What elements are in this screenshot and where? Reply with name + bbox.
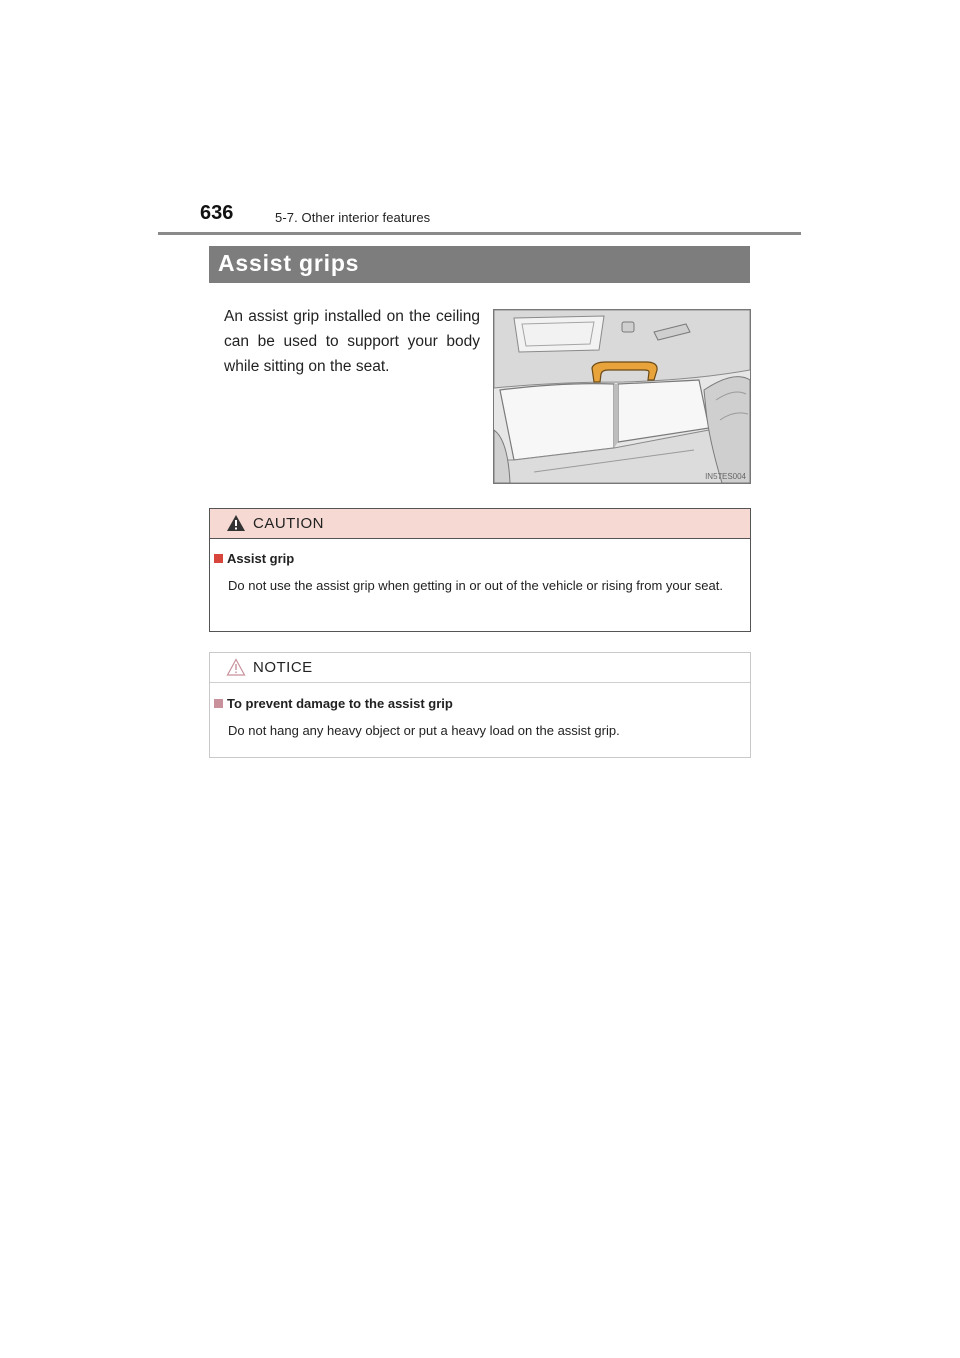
warning-triangle-icon <box>226 514 246 532</box>
notice-item-title <box>214 696 453 711</box>
notice-box <box>209 652 751 758</box>
caution-box <box>209 508 751 632</box>
caution-header <box>210 509 750 539</box>
section-heading-bar <box>209 246 750 283</box>
assist-grip-illustration <box>493 309 751 484</box>
page-number: 636 <box>200 202 234 224</box>
notice-header <box>210 653 750 683</box>
caution-item-title-text: Assist grip <box>227 551 295 566</box>
section-title: 5-7. Other interior features <box>275 210 431 225</box>
notice-triangle-icon <box>226 658 246 676</box>
intro-paragraph: An assist grip installed on the ceiling can be used to support your body while sitting on the seat. <box>224 308 480 375</box>
bullet-square-icon <box>214 699 223 708</box>
header-divider <box>158 232 801 235</box>
page-header <box>200 202 800 232</box>
figure-code: IN57ES004 <box>705 472 746 481</box>
car-interior-drawing <box>494 310 750 483</box>
page-title: Assist grips <box>218 250 360 276</box>
notice-item-body: Do not hang any heavy object or put a heavy load on the assist grip. <box>228 723 620 738</box>
notice-item-title-text: To prevent damage to the assist grip <box>227 696 453 711</box>
caution-heading: CAUTION <box>253 515 324 532</box>
bullet-square-icon <box>214 554 223 563</box>
caution-item-title <box>214 551 294 566</box>
caution-item-body: Do not use the assist grip when getting in or out of the vehicle or rising from your seat. <box>228 578 723 593</box>
notice-heading: NOTICE <box>253 659 313 676</box>
